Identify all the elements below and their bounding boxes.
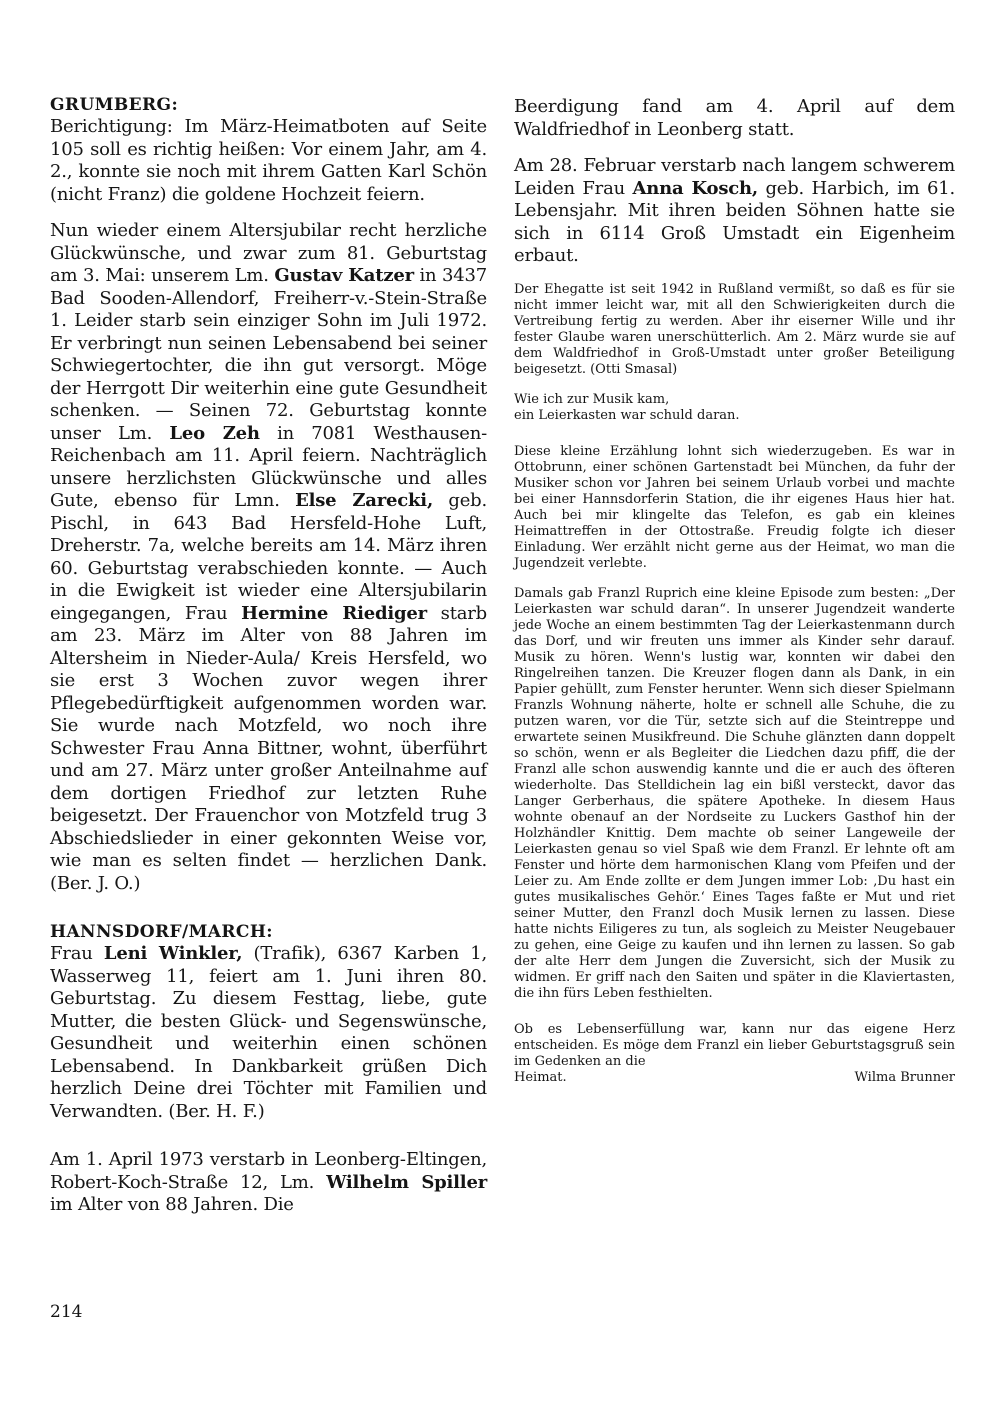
person-name: Gustav Katzer <box>274 265 414 286</box>
left-column <box>50 94 487 1217</box>
person-name: Else Zarecki, <box>295 490 434 511</box>
story-title <box>514 392 955 424</box>
story-title-line: ein Leierkasten war schuld daran. <box>514 407 740 423</box>
story-main-paragraph: Damals gab Franzl Ruprich eine kleine Episode zum besten: „Der Leierkasten war schuld daran“. In unserer Jugendzeit wanderte jede Woche an einem bestimmten Tag der Leierkastenmann durch das Dorf, und wir freuten uns immer als Kinder sehr darauf. Musik zu hören. Wenn's lustig war, konnten wir dabei den Ringelreihen tanzen. Die Kreuzer flogen dann als Dank, in ein Papier gehüllt, zum Fenster herunter. Wenn sich dieser Spielmann Franzls Wohnung näherte, holte er schnell alle Schuhe, die zu putzen waren, vor die Tür, setzte sich auf die Steintreppe und erwartete seinen Musikfreund. Die Schuhe glänzten dann doppelt so schön, wenn er als Begleiter die Liedchen dazu pfiff, die der Franzl alle schon auswendig kannte und die er auch des öfteren wiederholte. Das Stelldichein lag ein bißl versteckt, davor das Langer Gerberhaus, die spätere Apotheke. In diesem Haus wohnte obenauf an der Nordseite zu Luckers Gasthof hin der Holzhändler Knittig. Dem machte ob seiner Langeweile der Leierkasten genau so viel Spaß wie dem Franzl. Er lehnte oft am Fenster und hörte dem harmonischen Klang vom Pfeifen und der Leier zu. Am Ende zollte er dem Jungen immer Lob: ‚Du hast ein gutes musikalisches Gehör.‘ Eines Tages faßte er Mut und riet seiner Mutter, den Franzl doch Musik lernen zu lassen. Diese hatte nichts Eiligeres zu tun, als sogleich zu Meister Neugebauer zu gehen, eine Geige zu kaufen und ihn lernen zu lassen. So gab der alte Herr dem Jungen die Zuversicht, sich der Musik zu widmen. Er griff nach den Saiten und später in die Klaviertasten, die ihn fürs Leben festhielten. <box>514 585 955 1001</box>
winkler-paragraph <box>50 943 487 1123</box>
closing-word: Heimat. <box>514 1069 567 1085</box>
text-run: in 7081 Westhausen-Reichenbach am 11. April feiern. Nachträglich unsere herzlichsten Glückwünsche und alles Gute, ebenso für Lmn. <box>50 422 488 511</box>
person-name: Leni Winkler, <box>103 943 243 964</box>
birthday-paragraph <box>50 220 487 895</box>
funeral-paragraph: Beerdigung fand am 4. April auf dem Waldfriedhof in Leonberg statt. <box>514 96 955 140</box>
author-name: Wilma Brunner <box>854 1069 955 1085</box>
signature-line <box>514 1070 955 1086</box>
text-run: (Trafik), 6367 Karben 1, Wasserweg 11, feiert am 1. Juni ihren 80. Geburtstag. Zu diesem Festtag, liebe, gute Mutter, die besten Glück- und Segenswünsche, Gesundheit und weiterhin einen schönen Lebensabend. In Dankbarkeit grüßen Dich herzlich Deine drei Töchter mit Familien und Verwandten. (Ber. H. F.) <box>50 943 487 1122</box>
correction-paragraph: Berichtigung: Im März-Heimatboten auf Seite 105 soll es richtig heißen: Vor einem Jahr, am 4. 2., konnte sie noch mit ihrem Gatten Karl Schön (nicht Franz) die goldene Hochzeit feiern. <box>50 116 487 205</box>
person-name: Leo Zeh <box>169 422 260 444</box>
text-run: Frau <box>50 943 104 964</box>
story-closing-paragraph: Ob es Lebenserfüllung war, kann nur das eigene Herz entscheiden. Es möge dem Franzl ein lieber Geburtstagsgruß sein im Gedenken an die <box>514 1021 955 1069</box>
kosch-details-paragraph: Der Ehegatte ist seit 1942 in Rußland vermißt, so daß es für sie nicht immer leicht war, mit all den Schwierigkeiten durch die Vertreibung fertig zu werden. Aber ihr eiserner Wille und ihr fester Glaube waren unerschütterlich. Am 2. März wurde sie auf dem Waldfriedhof in Groß-Umstadt unter großer Beteiligung beigesetzt. (Otti Smasal) <box>514 281 955 377</box>
right-column <box>514 96 955 1086</box>
section-heading-hannsdorf: HANNSDORF/MARCH: <box>50 922 273 942</box>
text-run: im Alter von 88 Jahren. Die <box>50 1194 294 1215</box>
text-run: Nun wieder einem Altersjubilar recht herzliche Glückwünsche, und zwar zum 81. Geburtstag am 3. Mai: unserem Lm. <box>50 220 487 286</box>
page-number: 214 <box>50 1302 83 1322</box>
kosch-paragraph <box>514 155 955 268</box>
person-name: Wilhelm Spiller <box>326 1171 487 1193</box>
person-name: Anna Kosch, <box>632 177 758 199</box>
text-run: geb. Harbich, im 61. Lebensjahr. Mit ihren beiden Söhnen hatte sie sich in 6114 Groß Umstadt ein Eigenheim erbaut. <box>514 177 955 266</box>
story-closing <box>514 1022 955 1086</box>
text-run: in 3437 Bad Sooden-Allendorf, Freiherr-v.-Stein-Straße 1. Leider starb sein einziger Sohn im Juli 1972. Er verbringt nun seinen Lebensabend bei seiner Schwiegertochter, die ihn gut versorgt. Möge der Herrgott Dir weiterhin eine gute Gesundheit schenken. — Seinen 72. Geburtstag konnte unser Lm. <box>50 265 487 444</box>
text-run: Am 1. April 1973 verstarb in Leonberg-Eltingen, Robert-Koch-Straße 12, Lm. <box>50 1149 487 1193</box>
story-title-line: Wie ich zur Musik kam, <box>514 391 670 407</box>
text-run: starb am 23. März im Alter von 88 Jahren im Altersheim in Nieder-Aula/ Kreis Hersfeld, wo sie erst 3 Wochen zuvor wegen ihrer Pflegebedürftigkeit aufgenommen worden war. Sie wurde nach Motzfeld, wo noch ihre Schwester Frau Anna Bittner, wohnt, überführt und am 27. März unter großer Anteilnahme auf dem dortigen Friedhof zur letzten Ruhe beigesetzt. Der Frauenchor von Motzfeld trug 3 Abschiedslieder in einer gekonnten Weise vor, wie man es selten findet — herzlichen Dank. (Ber. J. O.) <box>50 602 487 894</box>
person-name: Hermine Riediger <box>241 602 427 624</box>
text-run: Am 28. Februar verstarb nach langem schwerem Leiden Frau <box>514 155 955 199</box>
story-intro-paragraph: Diese kleine Erzählung lohnt sich wiederzugeben. Es war in Ottobrunn, einer schönen Gartenstadt bei München, da fuhr der Musiker schon vor Jahren bei seinem Urlaub vorbei und machte bei einer Hannsdorferin Station, die ihr eigenes Haus hier hat. Auch bei mir klingelte das Telefon, es gab ein kleines Heimattreffen in der Ottostraße. Freudig folgte ich dieser Einladung. Wer erzählt nicht gerne aus der Heimat, wo man die Jugendzeit verlebte. <box>514 443 955 571</box>
text-run: geb. Pischl, in 643 Bad Hersfeld-Hohe Luft, Dreherstr. 7a, welche bereits am 14. März ihren 60. Geburtstag verabschieden konnte. — Auch in die Ewigkeit ist wieder eine Altersjubilarin eingegangen, Frau <box>50 490 487 624</box>
section-heading-grumberg: GRUMBERG: <box>50 95 179 115</box>
spiller-paragraph <box>50 1149 487 1217</box>
